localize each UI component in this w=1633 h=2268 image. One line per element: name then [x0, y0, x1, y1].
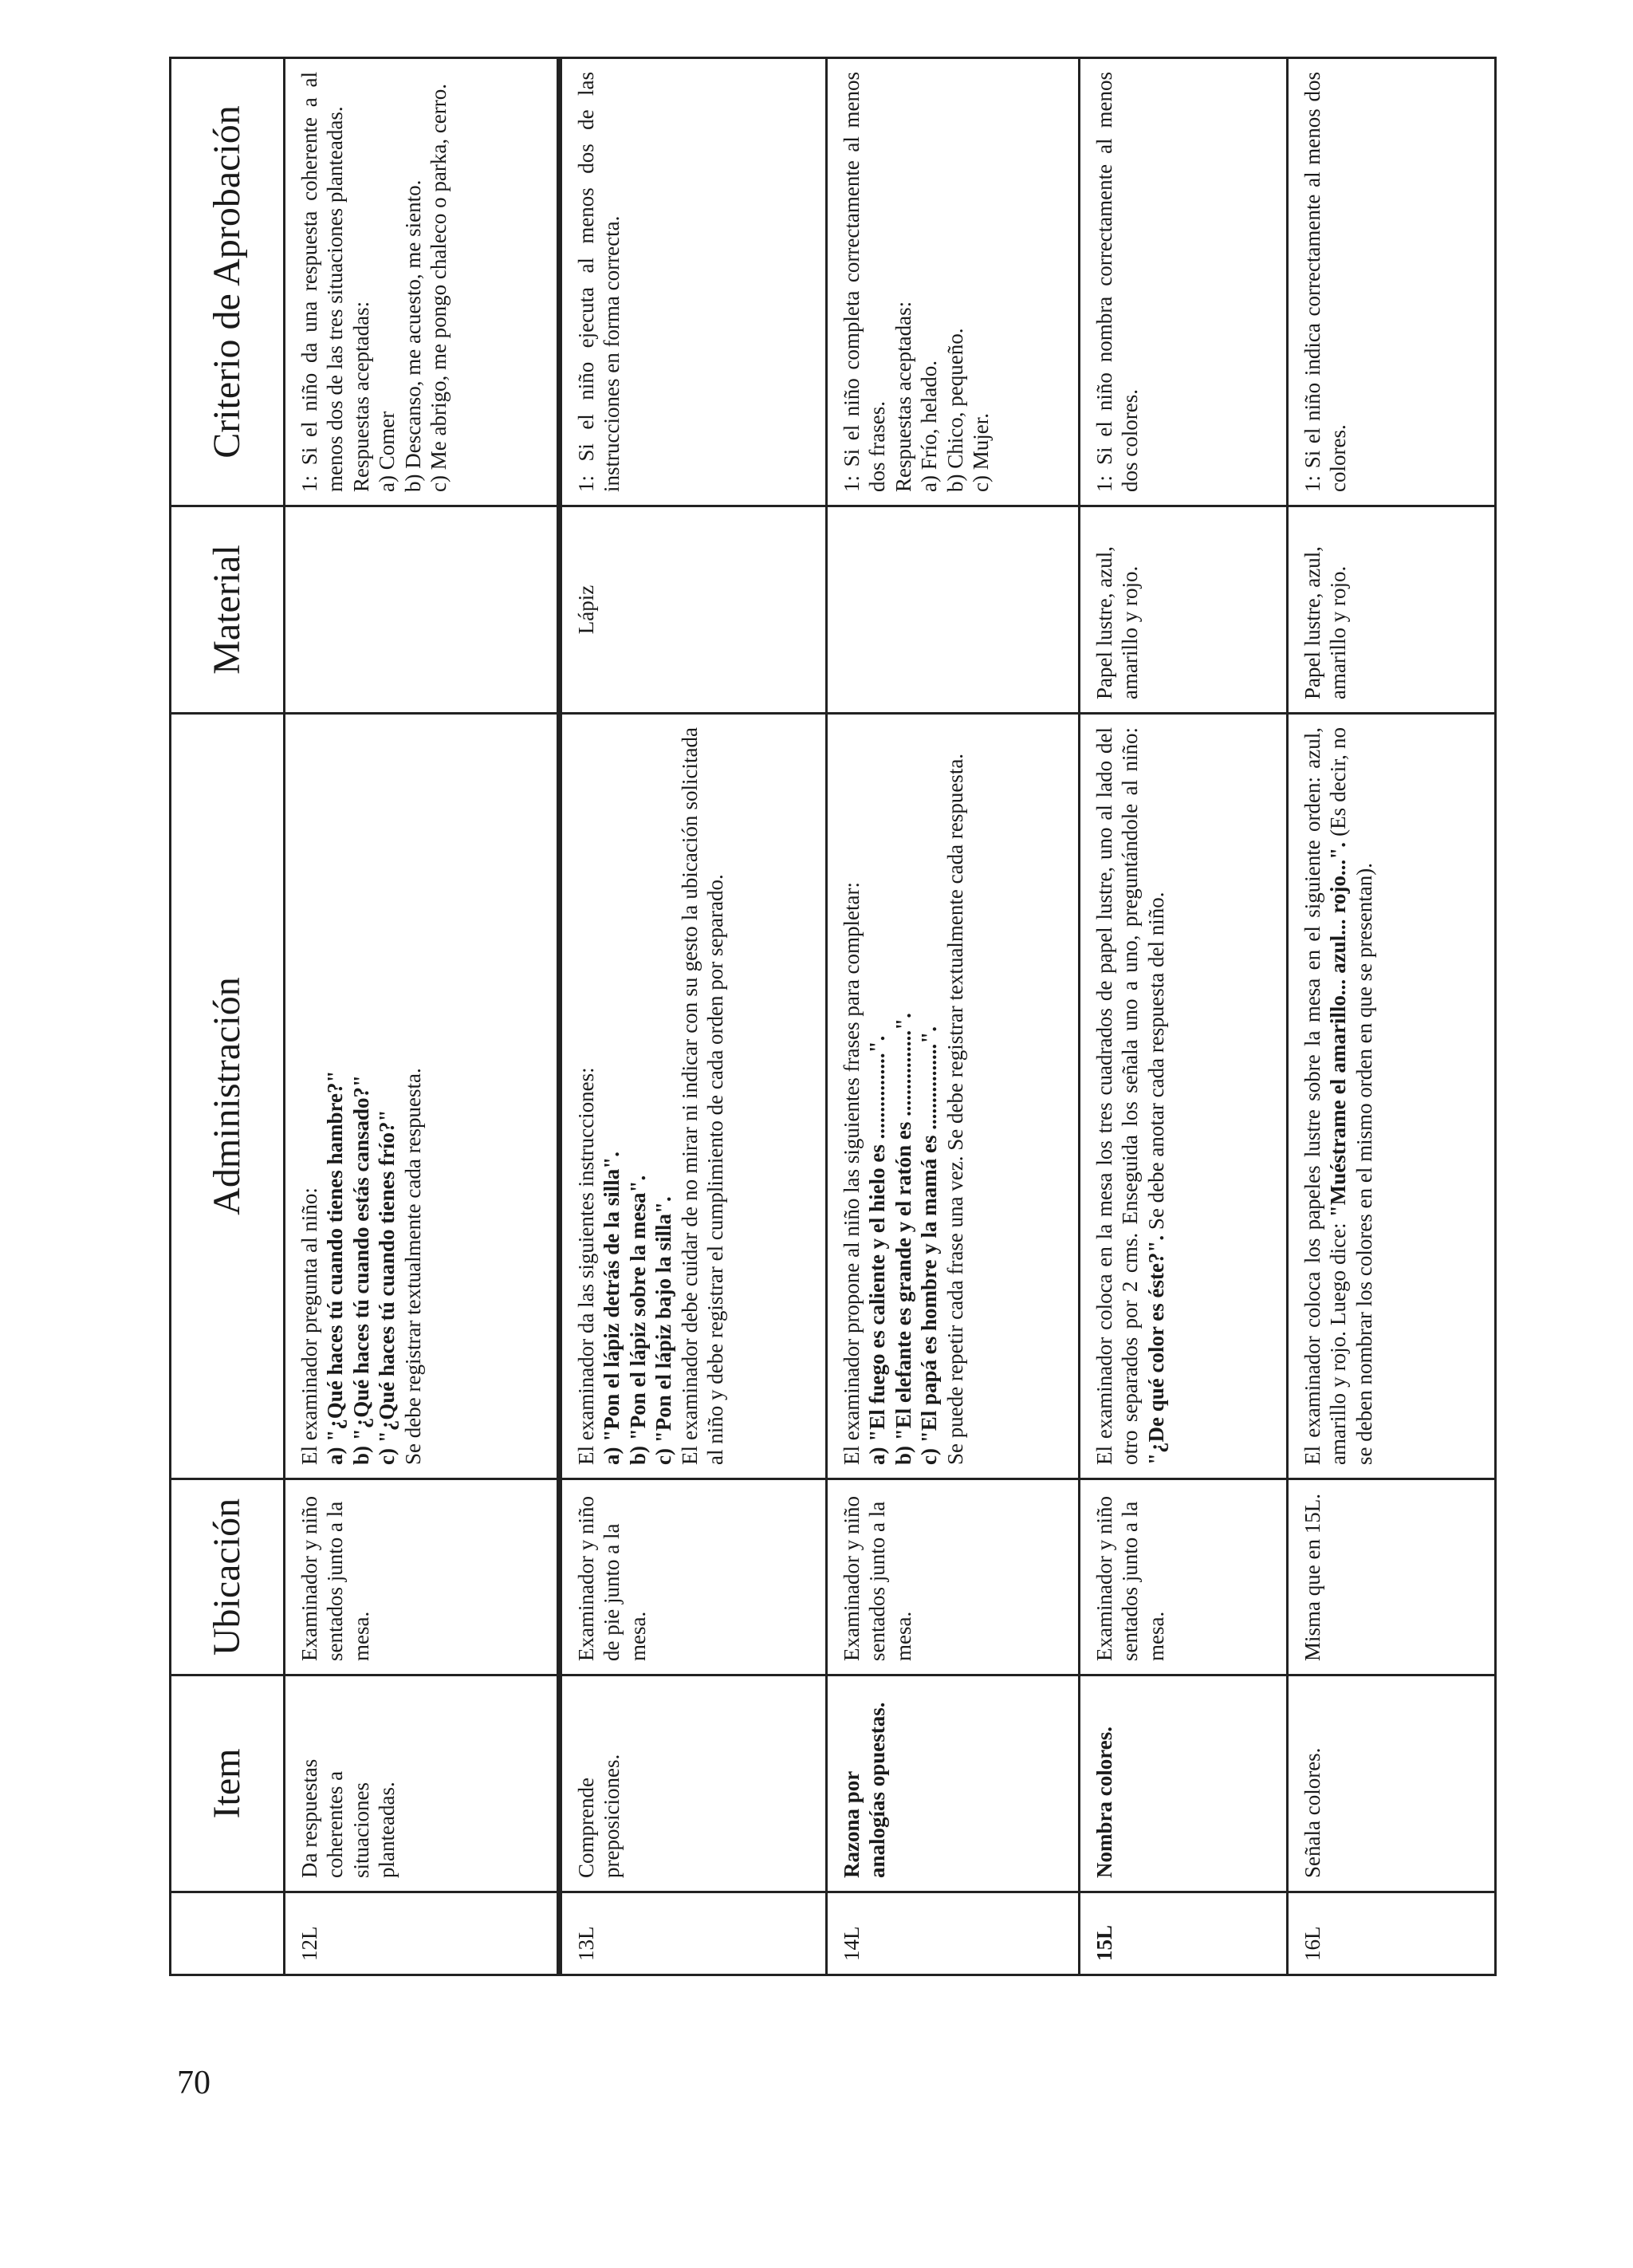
item-administracion — [1080, 714, 1288, 1479]
item-name: Nombra colores. — [1080, 1675, 1288, 1892]
admin-text-2: Se debe anotar cada respuesta del niño. — [1143, 892, 1168, 1235]
item-ubicacion: Examinador y niño sentados junto a la mesa. — [285, 1479, 560, 1675]
criterio-main: 1: Si el niño indica correctamente al menos dos colores. — [1300, 72, 1351, 492]
page-number: 70 — [177, 2065, 211, 2101]
criterio-main: 1: Si el niño ejecuta al menos dos de las instrucciones en forma correcta. — [574, 72, 624, 492]
item-name: Razona por analogías opuestas. — [827, 1675, 1080, 1892]
item-code: 12L — [285, 1892, 560, 1975]
admin-note: El examinador debe cuidar de no mirar ni indicar con su gesto la ubicación solicitada al niño y debe registrar el cumplimiento de cada orden por separado. — [677, 727, 727, 1465]
admin-text-1: El examinador coloca en la mesa los tres cuadrados de papel lustre, uno al lado del otro separados por 2 cms. Enseguida los señala uno a uno, preguntándole al niño: — [1092, 727, 1143, 1465]
admin-paragraph — [1092, 727, 1169, 1465]
item-criterio — [1080, 58, 1288, 506]
admin-question-c: c) "¿Qué haces tú cuando tienes frío?" — [375, 1109, 399, 1465]
criterio-answer-c: c) Me abrigo, me pongo chaleco o parka, cerro. — [426, 83, 451, 492]
admin-question: "¿De qué color es éste?". — [1143, 1234, 1168, 1465]
item-criterio — [1288, 58, 1496, 506]
item-name: Señala colores. — [1288, 1675, 1496, 1892]
item-code: 16L — [1288, 1892, 1496, 1975]
criterio-answer-a: a) Comer — [375, 411, 399, 492]
item-ubicacion: Misma que en 15L. — [1288, 1479, 1496, 1675]
table-row — [285, 58, 560, 1975]
admin-question: "Muéstrame el amarillo... azul... rojo...". — [1326, 841, 1351, 1218]
table-row — [1080, 58, 1288, 1975]
header-item: Item — [171, 1675, 285, 1892]
item-code: 15L — [1080, 1892, 1288, 1975]
item-material: Papel lustre, azul, amarillo y rojo. — [1080, 506, 1288, 714]
item-administracion — [1288, 714, 1496, 1479]
item-ubicacion: Examinador y niño sentados junto a la mesa. — [1080, 1479, 1288, 1675]
item-name: Da respuestas coherentes a situaciones planteadas. — [285, 1675, 560, 1892]
header-administracion: Administración — [171, 714, 285, 1479]
table-row — [1288, 58, 1496, 1975]
criterio-respuestas-label: Respuestas aceptadas: — [348, 301, 373, 492]
table-row — [827, 58, 1080, 1975]
item-criterio — [285, 58, 560, 506]
criterio-answer-b: b) Descanso, me acuesto, me siento. — [400, 179, 425, 492]
item-criterio — [560, 58, 827, 506]
item-administracion — [560, 714, 827, 1479]
evaluation-table — [169, 57, 1497, 1976]
admin-text-1: El examinador coloca los papeles lustre sobre la mesa en el siguiente orden: azul, amarillo y rojo. Luego dice: — [1300, 727, 1351, 1465]
admin-phrase-a: a) "El fuego es caliente y el hielo es ................". — [865, 1035, 890, 1465]
admin-instruction-a: a) "Pon el lápiz detrás de la silla". — [600, 1152, 624, 1465]
admin-question-b: b) "¿Qué haces tú cuando estás cansado?" — [348, 1074, 373, 1465]
admin-instruction-b: b) "Pon el lápiz sobre la mesa". — [625, 1175, 650, 1465]
criterio-answer-a: a) Frío, helado. — [917, 360, 942, 492]
item-administracion — [285, 714, 560, 1479]
admin-text-2: (Es decir, no se deben nombrar los colores en el mismo orden en que se presentan). — [1326, 726, 1376, 1465]
item-name: Comprende preposiciones. — [560, 1675, 827, 1892]
item-ubicacion: Examinador y niño sentados junto a la mesa. — [827, 1479, 1080, 1675]
admin-question-a: a) "¿Qué haces tú cuando tienes hambre?" — [323, 1070, 348, 1465]
admin-phrase-b: b) "El elefante es grande y el ratón es ................". — [891, 1013, 915, 1465]
table-row — [560, 58, 827, 1975]
criterio-main: 1: Si el niño da una respuesta coherente a al menos dos de las tres situaciones planteadas. — [297, 72, 348, 492]
criterio-answer-c: c) Mujer. — [968, 413, 993, 492]
admin-intro: El examinador propone al niño las siguientes frases para completar: — [840, 881, 864, 1465]
header-criterio: Criterio de Aprobación — [171, 58, 285, 506]
admin-intro: El examinador pregunta al niño: — [297, 1187, 321, 1465]
admin-phrase-c: c) "El papá es hombre y la mamá es ................". — [917, 1026, 942, 1465]
item-material — [285, 506, 560, 714]
item-material: Papel lustre, azul, amarillo y rojo. — [1288, 506, 1496, 714]
item-administracion — [827, 714, 1080, 1479]
criterio-main: 1: Si el niño completa correctamente al menos dos frases. — [840, 72, 890, 492]
header-ubicacion: Ubicación — [171, 1479, 285, 1675]
item-code: 14L — [827, 1892, 1080, 1975]
header-material: Material — [171, 506, 285, 714]
item-material — [827, 506, 1080, 714]
criterio-respuestas-label: Respuestas aceptadas: — [891, 301, 915, 492]
admin-intro: El examinador da las siguientes instrucciones: — [574, 1067, 598, 1465]
table-header-row — [171, 58, 285, 1975]
admin-note: Se debe registrar textualmente cada respuesta. — [400, 1068, 425, 1465]
criterio-main: 1: Si el niño nombra correctamente al menos dos colores. — [1092, 72, 1143, 492]
item-ubicacion: Examinador y niño de pie junto a la mesa. — [560, 1479, 827, 1675]
item-code: 13L — [560, 1892, 827, 1975]
header-code — [171, 1892, 285, 1975]
criterio-answer-b: b) Chico, pequeño. — [942, 328, 967, 492]
item-criterio — [827, 58, 1080, 506]
admin-paragraph — [1300, 727, 1377, 1465]
admin-instruction-c: c) "Pon el lápiz bajo la silla". — [651, 1196, 676, 1465]
rotated-page — [169, 59, 1435, 1976]
admin-note: Se puede repetir cada frase una vez. Se debe registrar textualmente cada respuesta. — [942, 753, 967, 1465]
item-material: Lápiz — [560, 506, 827, 714]
